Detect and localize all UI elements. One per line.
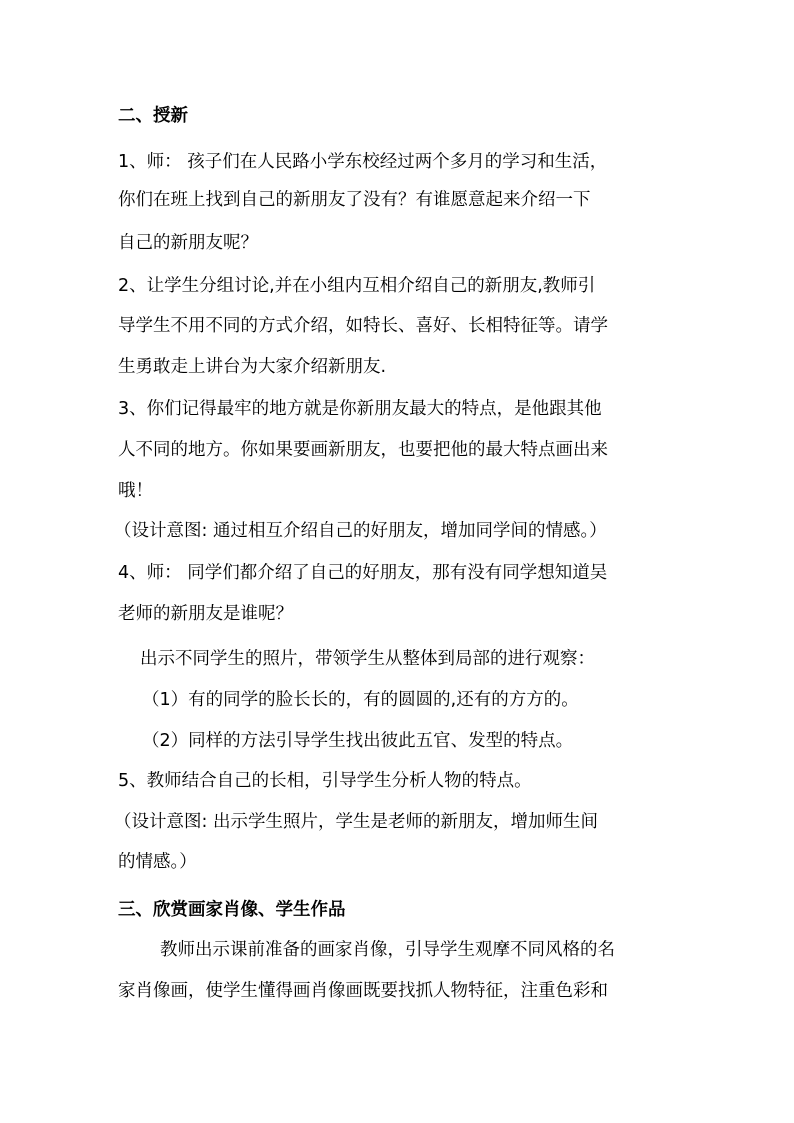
item-5-line: 5、教师结合自己的长相，引导学生分析人物的特点。 xyxy=(118,771,532,791)
sub-point-1: （1）有的同学的脸长长的，有的圆圆的,还有的方方的。 xyxy=(142,690,579,710)
design-intent-2-line-2: 的情感。） xyxy=(118,852,197,872)
item-4-line-1: 4、师： 同学们都介绍了自己的好朋友，那有没有同学想知道吴 xyxy=(118,563,608,583)
show-photos-line: 出示不同学生的照片，带领学生从整体到局部的进行观察： xyxy=(140,649,595,669)
item-2-line-3: 生勇敢走上讲台为大家介绍新朋友. xyxy=(118,357,387,377)
sub-point-2: （2）同样的方法引导学生找出彼此五官、发型的特点。 xyxy=(142,731,574,751)
section-3-para-line-2: 家肖像画，使学生懂得画肖像画既要找抓人物特征，注重色彩和 xyxy=(118,981,608,1001)
section-3-para-line-1: 教师出示课前准备的画家肖像，引导学生观摩不同风格的名 xyxy=(160,940,615,960)
section-3-heading: 三、欣赏画家肖像、学生作品 xyxy=(118,900,346,920)
item-4-line-2: 老师的新朋友是谁呢？ xyxy=(118,604,293,624)
design-intent-1: （设计意图: 通过相互介绍自己的好朋友，增加同学间的情感。） xyxy=(114,521,607,541)
item-1-line-2: 你们在班上找到自己的新朋友了没有？有谁愿意起来介绍一下 xyxy=(118,190,591,210)
item-1-line-3: 自己的新朋友呢？ xyxy=(118,233,258,253)
item-2-line-2: 导学生不用不同的方式介绍，如特长、喜好、长相特征等。请学 xyxy=(118,316,608,336)
item-3-line-2: 人不同的地方。你如果要画新朋友，也要把他的最大特点画出来 xyxy=(118,440,608,460)
item-2-line-1: 2、让学生分组讨论,并在小组内互相介绍自己的新朋友,教师引 xyxy=(118,276,596,296)
item-3-line-3: 哦！ xyxy=(118,481,153,501)
design-intent-2-line-1: （设计意图: 出示学生照片，学生是老师的新朋友，增加师生间 xyxy=(114,812,598,832)
section-2-heading: 二、授新 xyxy=(118,106,188,126)
item-1-line-1: 1、师： 孩子们在人民路小学东校经过两个多月的学习和生活， xyxy=(118,152,608,172)
item-3-line-1: 3、你们记得最牢的地方就是你新朋友最大的特点，是他跟其他 xyxy=(118,399,602,419)
